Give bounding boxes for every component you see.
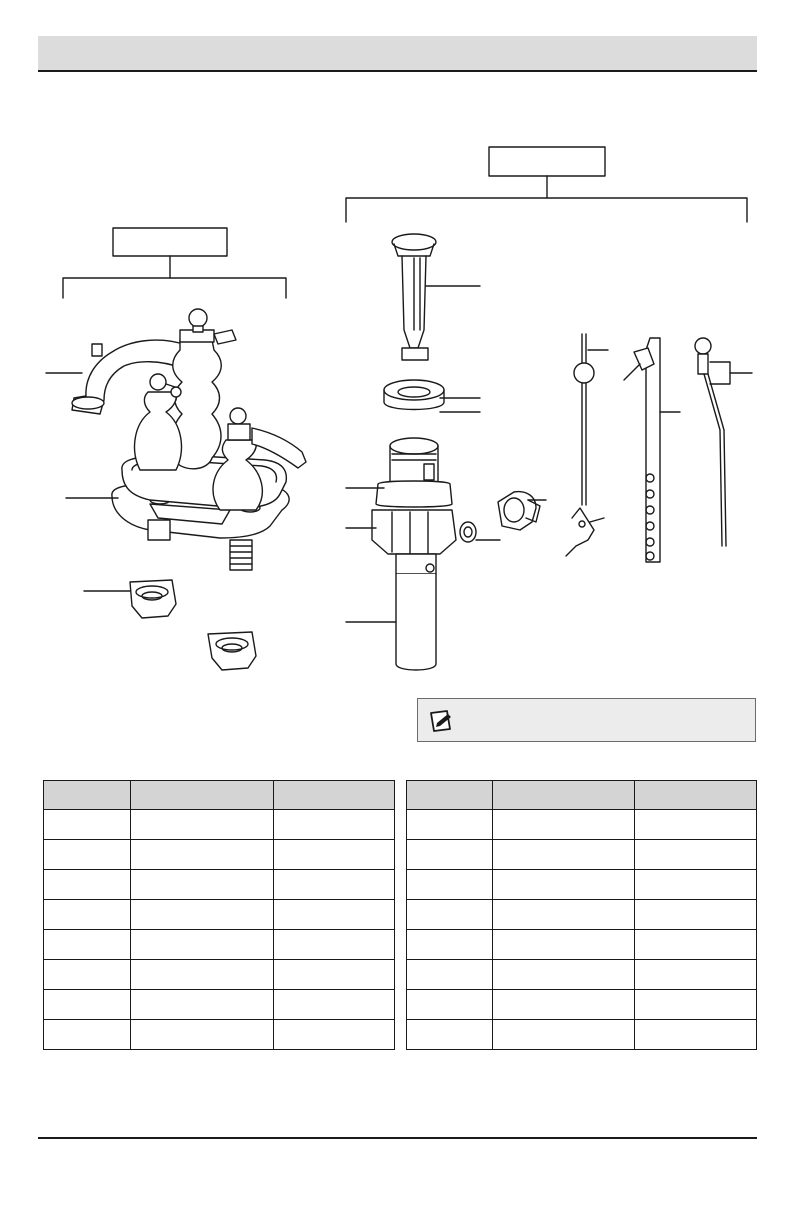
table-row: [407, 900, 757, 930]
table-row: [407, 960, 757, 990]
parts-table-left: [43, 780, 395, 1050]
table-cell: [44, 930, 131, 960]
table-cell: [131, 990, 274, 1020]
table-cell: [131, 960, 274, 990]
table-cell: [274, 1020, 395, 1050]
table-cell: [407, 900, 493, 930]
parts-table-right: [406, 780, 757, 1050]
drain-parts-illustration: [372, 234, 726, 670]
table-cell: [131, 1020, 274, 1050]
table-cell: [274, 930, 395, 960]
table-cell: [493, 840, 635, 870]
table-cell: [635, 990, 757, 1020]
table-cell: [635, 840, 757, 870]
table-row: [44, 990, 395, 1020]
table-cell: [44, 810, 131, 840]
table-header-row: [407, 781, 757, 810]
table-cell: [635, 810, 757, 840]
table-row: [44, 1020, 395, 1050]
table-cell: [635, 960, 757, 990]
table-row: [44, 810, 395, 840]
table-cell: [131, 870, 274, 900]
column-header: [635, 781, 757, 810]
note-box: [417, 698, 756, 742]
table-cell: [131, 900, 274, 930]
table-cell: [493, 810, 635, 840]
table-cell: [131, 810, 274, 840]
table-cell: [493, 900, 635, 930]
table-cell: [274, 960, 395, 990]
table-header-row: [44, 781, 395, 810]
table-cell: [635, 900, 757, 930]
table-cell: [407, 930, 493, 960]
table-row: [44, 960, 395, 990]
note-pencil-icon: [428, 708, 454, 734]
table-cell: [131, 930, 274, 960]
faucet-assembly-bracket: [63, 228, 286, 298]
table-row: [407, 840, 757, 870]
table-cell: [407, 870, 493, 900]
table-row: [44, 930, 395, 960]
table-cell: [407, 990, 493, 1020]
table-row: [407, 810, 757, 840]
footer-rule: [38, 1137, 757, 1139]
table-cell: [44, 990, 131, 1020]
table-row: [407, 930, 757, 960]
table-row: [44, 900, 395, 930]
table-cell: [493, 1020, 635, 1050]
table-cell: [493, 870, 635, 900]
table-row: [407, 870, 757, 900]
table-cell: [407, 810, 493, 840]
table-cell: [131, 840, 274, 870]
column-header: [407, 781, 493, 810]
drain-assembly-bracket: [346, 147, 747, 222]
table-cell: [635, 930, 757, 960]
column-header: [493, 781, 635, 810]
column-header: [44, 781, 131, 810]
table-cell: [407, 960, 493, 990]
table-cell: [274, 840, 395, 870]
table-cell: [407, 1020, 493, 1050]
table-cell: [44, 1020, 131, 1050]
table-row: [44, 840, 395, 870]
table-cell: [274, 870, 395, 900]
table-cell: [493, 930, 635, 960]
table-cell: [635, 870, 757, 900]
table-row: [407, 1020, 757, 1050]
table-row: [407, 990, 757, 1020]
table-cell: [274, 810, 395, 840]
table-cell: [635, 1020, 757, 1050]
table-cell: [44, 960, 131, 990]
table-cell: [493, 960, 635, 990]
table-cell: [44, 900, 131, 930]
table-cell: [407, 840, 493, 870]
table-cell: [274, 900, 395, 930]
table-cell: [44, 840, 131, 870]
table-cell: [274, 990, 395, 1020]
faucet-illustration: [72, 309, 306, 670]
table-cell: [493, 990, 635, 1020]
table-cell: [44, 870, 131, 900]
table-row: [44, 870, 395, 900]
column-header: [131, 781, 274, 810]
column-header: [274, 781, 395, 810]
